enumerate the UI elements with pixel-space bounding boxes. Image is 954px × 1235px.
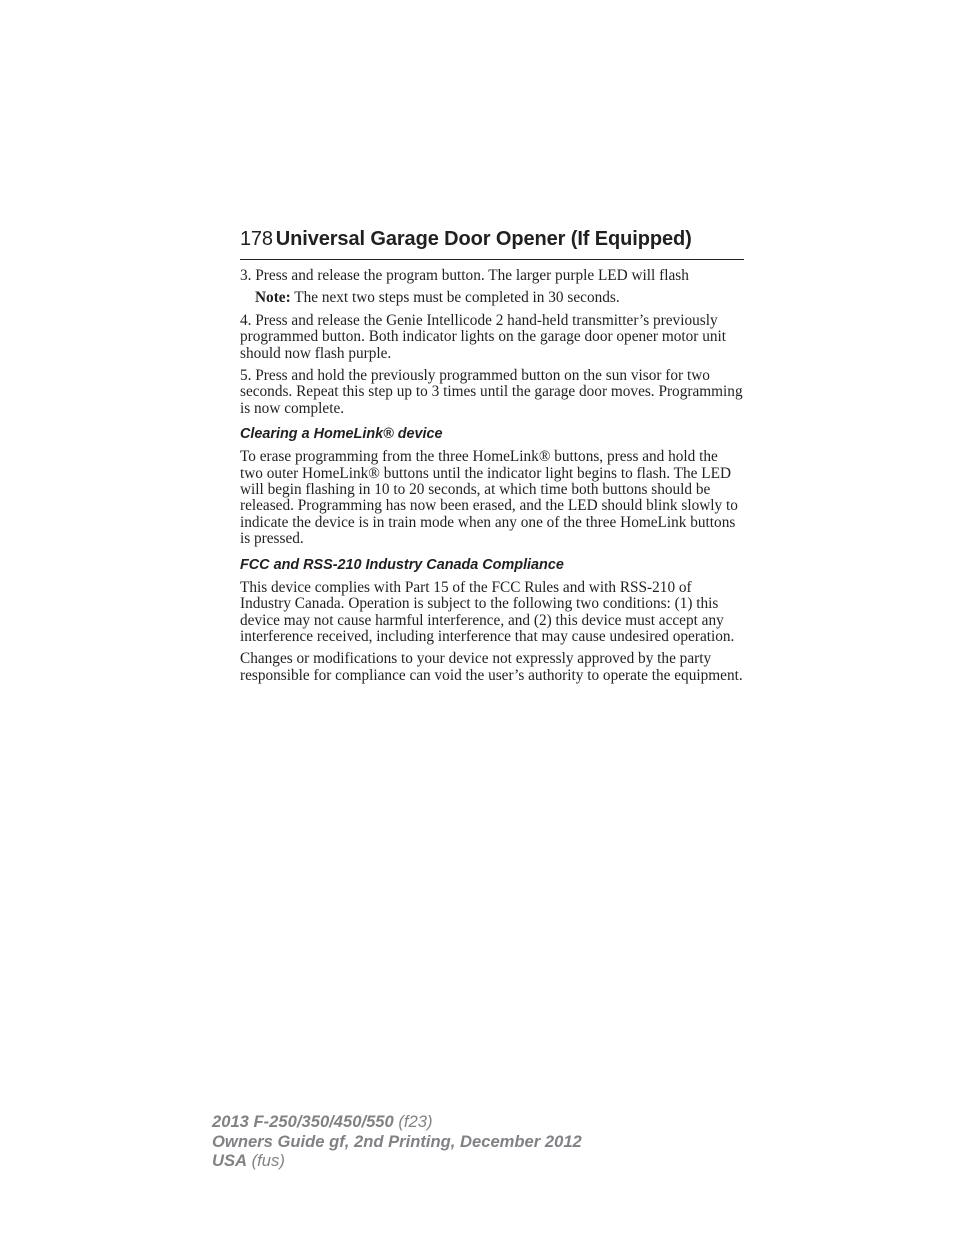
page-content — [240, 268, 744, 690]
page-title: Universal Garage Door Opener (If Equipped) — [275, 228, 692, 250]
note-paragraph — [240, 290, 744, 306]
footer-line-edition — [212, 1132, 582, 1152]
note-label: Note: — [255, 289, 291, 307]
step-3-paragraph: 3. Press and release the program button. The larger purple LED will flash — [240, 267, 689, 284]
clearing-homelink-paragraph: To erase programming from the three HomeLink® buttons, press and hold the two outer HomeLink® buttons until the indicator light begins to flash. The LED will begin flashing in 10 to 20 seconds, at which time both buttons should be released. Programming has now been erased, and the LED should blink slowly to indicate the device is in train mode when any one of the three HomeLink buttons is pressed. — [240, 448, 738, 548]
step-4-paragraph: 4. Press and release the Genie Intellicode 2 hand-held transmitter’s previously programmed button. Both indicator lights on the garage door opener motor unit should now flash purple. — [240, 311, 726, 362]
footer-market: USA — [212, 1151, 248, 1170]
fcc-compliance-paragraph: This device complies with Part 15 of the FCC Rules and with RSS-210 of Industry Canada. Operation is subject to the following two conditions: (1) this device may not cause harmful interference, and (2) this device must accept any interference received, including interference that may cause undesired operation. — [240, 578, 735, 645]
footer-line-market — [212, 1151, 582, 1171]
footer-edition: Owners Guide gf, 2nd Printing, December 2012 — [212, 1131, 582, 1151]
footer-market-code: (fus) — [247, 1151, 285, 1170]
fcc-compliance-heading: FCC and RSS-210 Industry Canada Compliance — [240, 556, 564, 573]
note-text: The next two steps must be completed in 30 seconds. — [290, 289, 620, 307]
footer-line-model — [212, 1112, 582, 1132]
page-footer — [212, 1112, 582, 1171]
modifications-paragraph: Changes or modifications to your device not expressly approved by the party responsible for compliance can void the user’s authority to operate the equipment. — [240, 650, 743, 684]
page-number: 178 — [240, 228, 273, 250]
page-header — [240, 228, 744, 260]
clearing-homelink-heading: Clearing a HomeLink® device — [240, 426, 443, 443]
step-5-paragraph: 5. Press and hold the previously programmed button on the sun visor for two seconds. Repeat this step up to 3 times until the garage door moves. Programming is now complete. — [240, 367, 743, 417]
footer-model-code: (f23) — [393, 1112, 433, 1131]
footer-model: 2013 F-250/350/450/550 — [212, 1112, 394, 1131]
